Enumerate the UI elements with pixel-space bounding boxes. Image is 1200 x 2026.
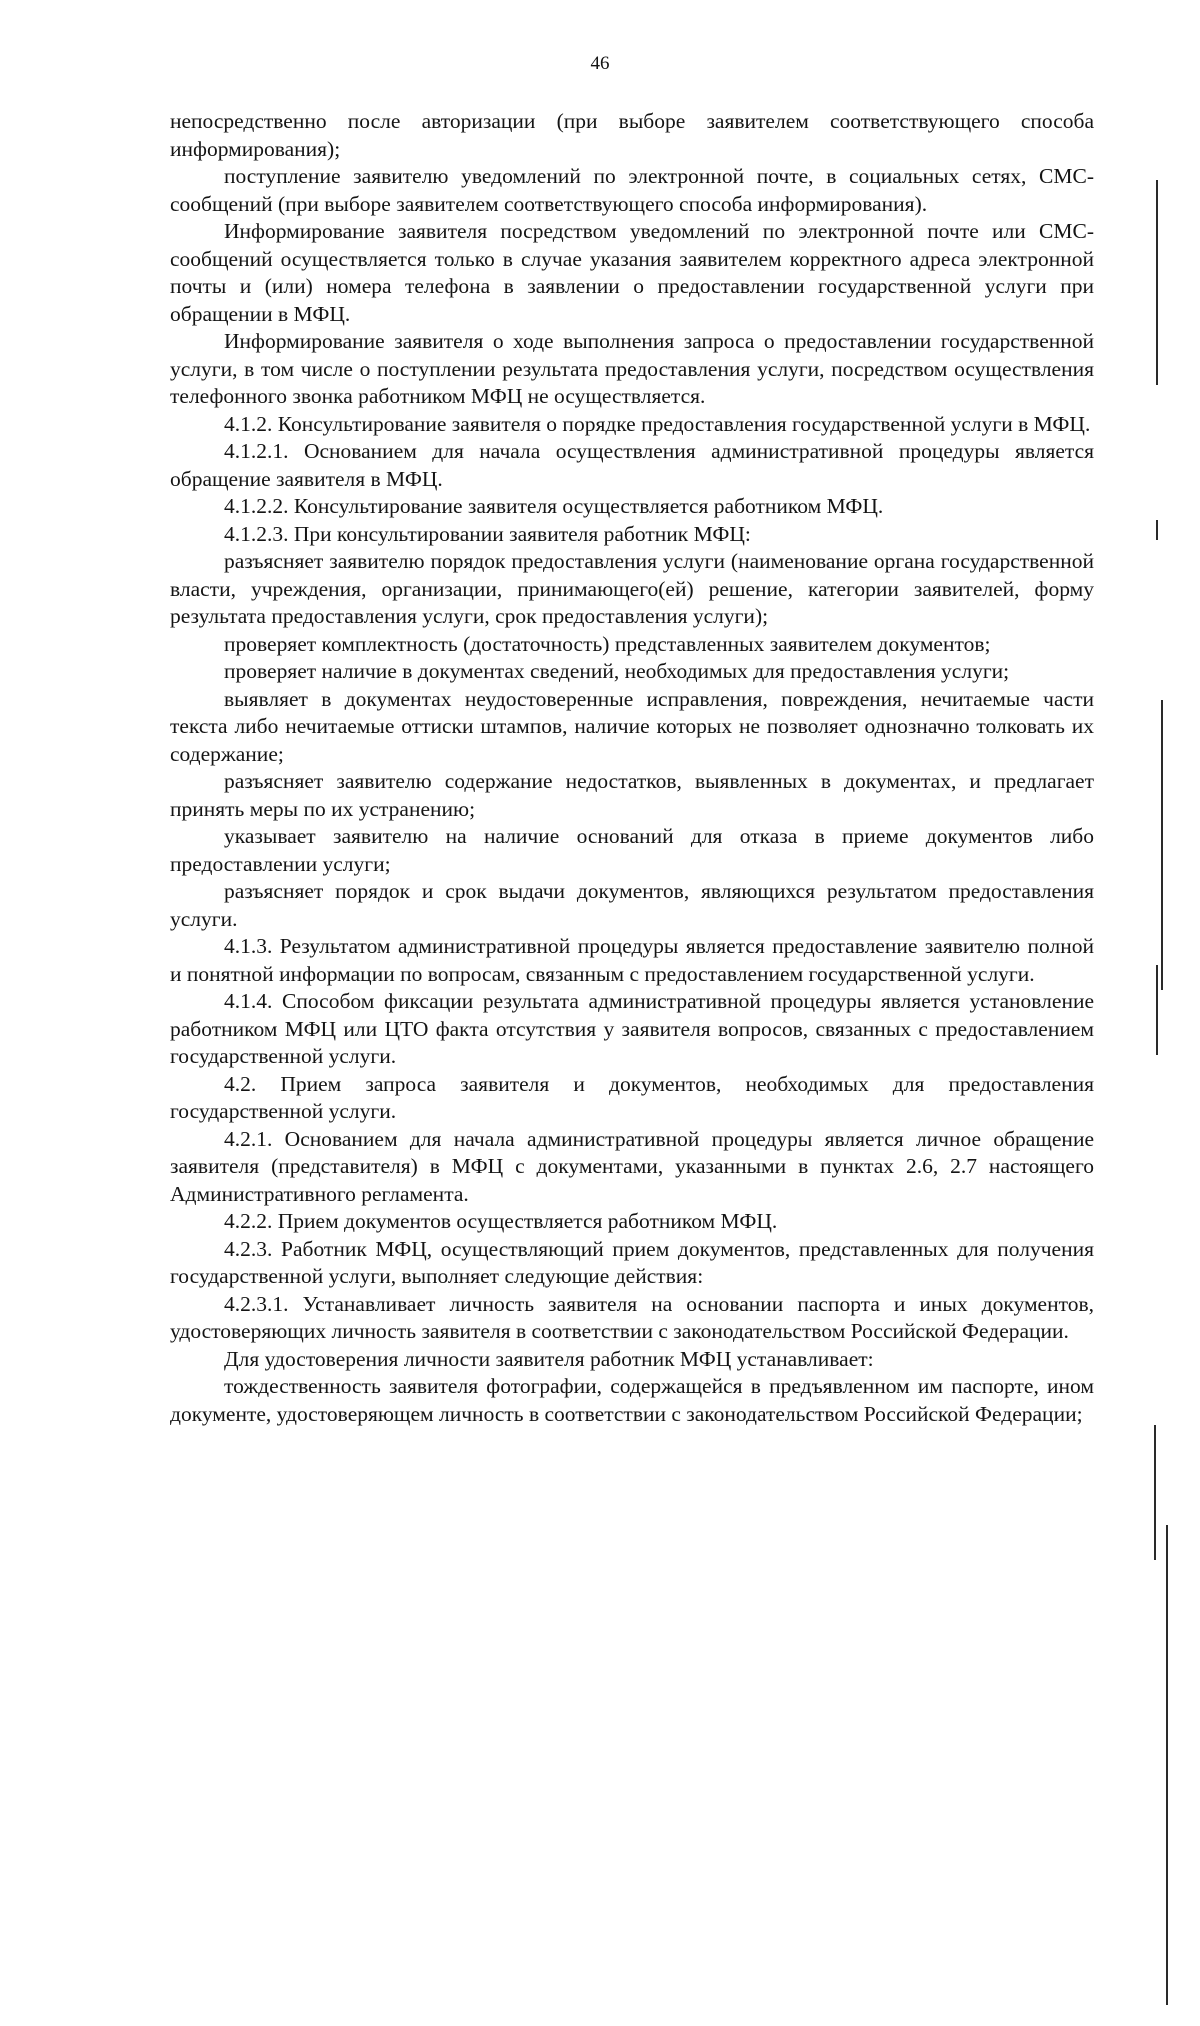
paragraph: 4.2.3.1. Устанавливает личность заявителя на основании паспорта и иных документов, удостоверяющих личность заявителя в соответствии с законодательством Российской Федерации. bbox=[170, 1291, 1094, 1343]
scan-margin-line bbox=[1156, 180, 1158, 385]
paragraph: 4.2. Прием запроса заявителя и документов, необходимых для предоставления государственной услуги. bbox=[170, 1071, 1094, 1123]
paragraph: 4.2.1. Основанием для начала административной процедуры является личное обращение заявителя (представителя) в МФЦ с документами, указанными в пунктах 2.6, 2.7 настоящего Административного регламента. bbox=[170, 1126, 1094, 1206]
document-body bbox=[170, 108, 1094, 1428]
scan-margin-line bbox=[1156, 520, 1158, 540]
paragraph: Информирование заявителя о ходе выполнения запроса о предоставлении государственной услуги, в том числе о поступлении результата предоставления услуги, посредством осуществления телефонного звонка работником МФЦ не осуществляется. bbox=[170, 329, 1094, 408]
paragraph: проверяет комплектность (достаточность) представленных заявителем документов; bbox=[224, 631, 991, 656]
paragraph: 4.1.3. Результатом административной процедуры является предоставление заявителю полной и понятной информации по вопросам, связанным с предоставлением государственной услуги. bbox=[170, 934, 1094, 986]
paragraph: тождественность заявителя фотографии, содержащейся в предъявленном им паспорте, ином документе, удостоверяющем личность в соответствии с законодательством Российской Федерации; bbox=[170, 1374, 1094, 1426]
paragraph: непосредственно после авторизации (при выборе заявителем соответствующего способа информирования); bbox=[170, 109, 1094, 161]
paragraph: 4.2.2. Прием документов осуществляется работником МФЦ. bbox=[224, 1209, 778, 1233]
scan-margin-line bbox=[1161, 700, 1163, 990]
paragraph: 4.1.2.1. Основанием для начала осуществления административной процедуры является обращение заявителя в МФЦ. bbox=[170, 439, 1094, 491]
paragraph: проверяет наличие в документах сведений, необходимых для предоставления услуги; bbox=[224, 659, 1010, 683]
paragraph: 4.1.2.3. При консультировании заявителя работник МФЦ: bbox=[224, 521, 751, 546]
paragraph: 4.1.2. Консультирование заявителя о порядке предоставления государственной услуги в МФЦ. bbox=[224, 411, 1091, 436]
paragraph: поступление заявителю уведомлений по электронной почте, в социальных сетях, СМС-сообщений (при выборе заявителем соответствующего способа информирования). bbox=[170, 164, 1094, 216]
paragraph: Информирование заявителя посредством уведомлений по электронной почте или СМС-сообщений осуществляется только в случае указания заявителем корректного адреса электронной почты и (или) номера телефона в заявлении о предоставлении государственной услуги при обращении в МФЦ. bbox=[170, 219, 1094, 326]
paragraph: выявляет в документах неудостоверенные исправления, повреждения, нечитаемые части текста либо нечитаемые оттиски штампов, наличие которых не позволяет однозначно толковать их содержание; bbox=[170, 686, 1094, 766]
paragraph: указывает заявителю на наличие оснований для отказа в приеме документов либо предоставлении услуги; bbox=[170, 824, 1094, 876]
scan-margin-line bbox=[1156, 965, 1158, 1055]
scan-margin-line bbox=[1166, 1525, 1168, 2005]
paragraph: 4.2.3. Работник МФЦ, осуществляющий прием документов, представленных для получения государственной услуги, выполняет следующие действия: bbox=[170, 1236, 1094, 1288]
paragraph: 4.1.2.2. Консультирование заявителя осуществляется работником МФЦ. bbox=[224, 494, 884, 518]
page-number: 46 bbox=[590, 53, 610, 74]
paragraph: разъясняет порядок и срок выдачи документов, являющихся результатом предоставления услуги. bbox=[170, 879, 1094, 931]
paragraph: разъясняет заявителю содержание недостатков, выявленных в документах, и предлагает принять меры по их устранению; bbox=[170, 769, 1094, 821]
paragraph: Для удостоверения личности заявителя работник МФЦ устанавливает: bbox=[224, 1346, 874, 1371]
scan-margin-line bbox=[1154, 1425, 1156, 1560]
paragraph: 4.1.4. Способом фиксации результата административной процедуры является установление работником МФЦ или ЦТО факта отсутствия у заявителя вопросов, связанных с предоставлением государственной услуги. bbox=[170, 989, 1094, 1068]
paragraph: разъясняет заявителю порядок предоставления услуги (наименование органа государственной власти, учреждения, организации, принимающего(ей) решение, категории заявителей, форму результата предоставления услуги, срок предоставления услуги); bbox=[170, 549, 1094, 628]
